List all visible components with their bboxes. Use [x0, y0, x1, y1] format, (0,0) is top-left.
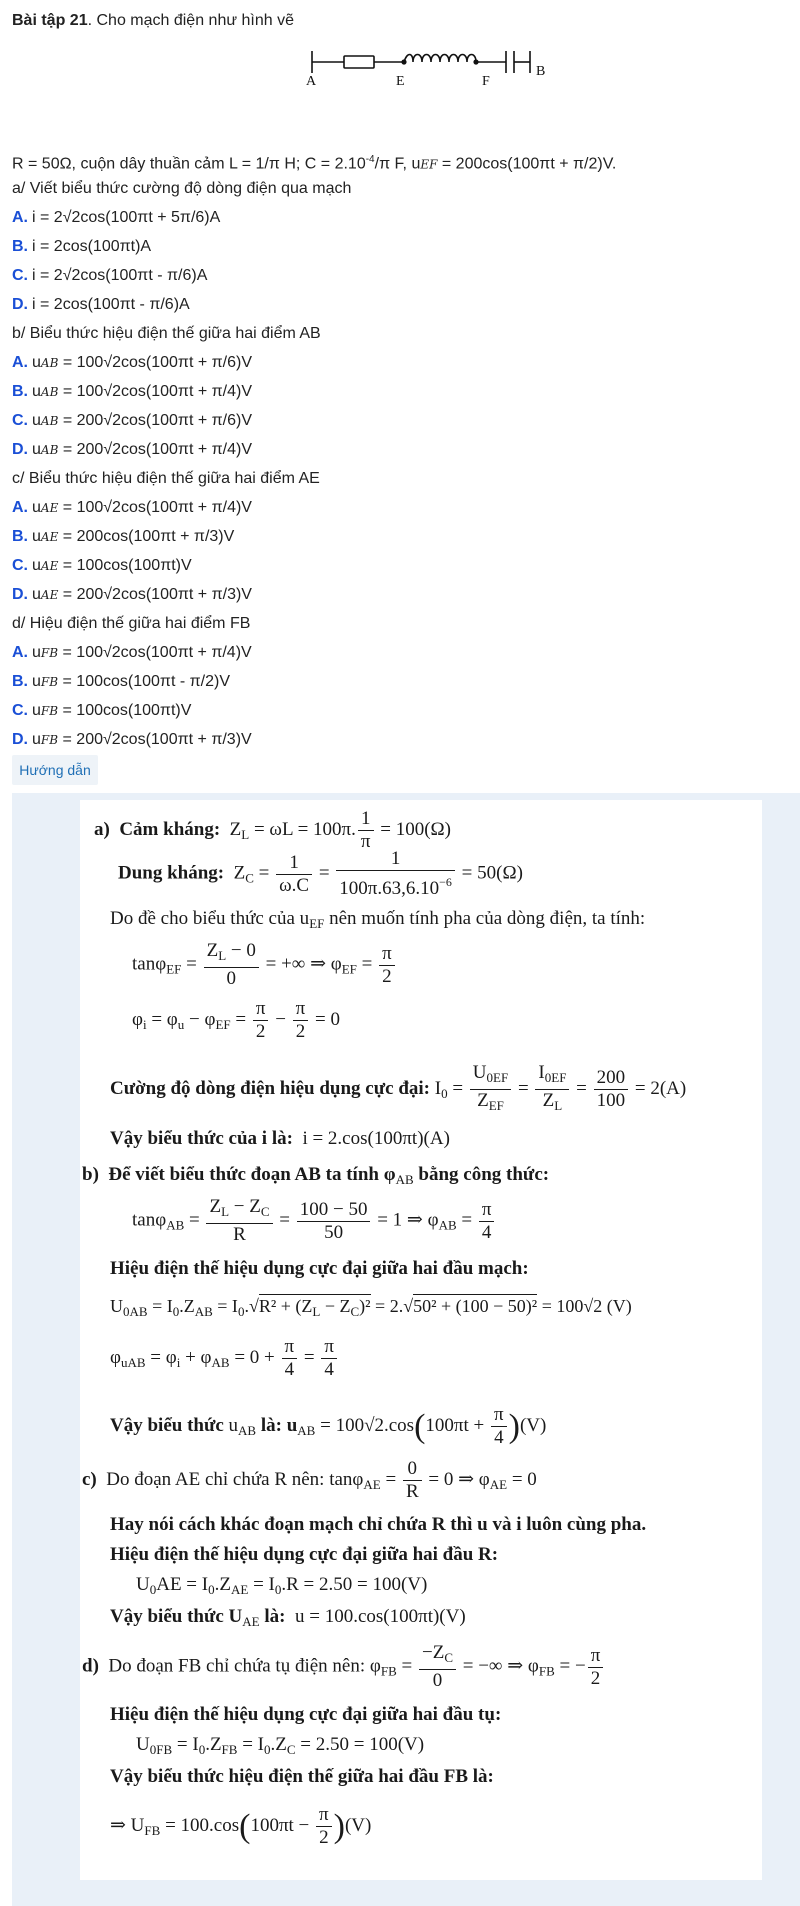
sol-a-line2: Dung kháng: $Z_C$ = $\frac{1}{\omega.C}$ = $\frac{1}{100\pi.63,6.10^{-6}}$ = 50(Ω): [118, 848, 523, 899]
sol-d-line1: d) Do đoạn FB chỉ chứa tụ điện nên: $\varphi_{FB}$ = $\frac{-Z_C}{0}$ = −∞ ⇒ $\varphi_{FB}$ = − $\frac{\pi}{2}$: [82, 1642, 605, 1692]
sol-c-line3: Hiệu điện thế hiệu dụng cực đại giữa hai đầu R:: [110, 1544, 499, 1565]
option-d-b[interactable]: B. uFB = 100cos(100πt - π/2)V: [12, 673, 230, 690]
circuit-point-e: E: [396, 74, 405, 87]
sol-a-line1: a) Cảm kháng: $Z_L = \omega L = 100\pi$. $\frac{1}{\pi}$ = 100(Ω): [94, 808, 451, 852]
option-b-c[interactable]: C. uAB = 200√2cos(100πt + π/6)V: [12, 412, 253, 429]
question-heading: [12, 6, 788, 35]
part-b-prompt: b/ Biểu thức hiệu điện thế giữa hai điểm AB: [12, 325, 321, 342]
sol-c-line1: c) Do đoạn AE chỉ chứa R nên: tanφ$_{AE}$ = $\frac{0}{R}$ = 0 ⇒ $\varphi_{AE} = 0$: [82, 1458, 537, 1502]
option-d-c[interactable]: C. uFB = 100cos(100πt)V: [12, 702, 192, 719]
option-b-b[interactable]: B. uAB = 100√2cos(100πt + π/4)V: [12, 383, 253, 400]
sol-c-line5: Vậy biểu thức $U_{AE}$ là: u = 100.cos(100πt)(V): [110, 1606, 466, 1629]
option-c-c[interactable]: C. uAE = 100cos(100πt)V: [12, 557, 192, 574]
option-b-a[interactable]: A. uAB = 100√2cos(100πt + π/6)V: [12, 354, 253, 371]
sol-b-line5: $\varphi_{uAB} = \varphi_i + \varphi_{AB} = 0$ + $\frac{\pi}{4}$ = $\frac{\pi}{4}$: [110, 1336, 339, 1381]
sol-d-line4: Vậy biểu thức hiệu điện thế giữa hai đầu FB là:: [110, 1766, 494, 1787]
circuit-point-f: F: [482, 74, 490, 87]
sol-a-line3: Do đề cho biểu thức của $u_{EF}$ nên muốn tính pha của dòng điện, ta tính:: [110, 908, 646, 931]
option-c-d[interactable]: D. uAE = 200√2cos(100πt + π/3)V: [12, 586, 252, 603]
question-title: Bài tập 21: [12, 12, 88, 29]
sol-d-line2: Hiệu điện thế hiệu dụng cực đại giữa hai đầu tụ:: [110, 1704, 502, 1725]
question-block: [12, 6, 788, 754]
sol-c-line4: $U_0AE = I_0.Z_{AE} = I_0.R = 2.50 = 100(V)$: [136, 1574, 428, 1597]
part-a-prompt: a/ Viết biểu thức cường độ dòng điện qua mạch: [12, 180, 352, 197]
sol-a-line6: Cường độ dòng điện hiệu dụng cực đại: $I_0$ = $U_{0EF}$ $Z_{EF}$ = $\frac{I_{0EF}}{Z_L}$ = $\frac{200}{100}$ = 2(A): [110, 1062, 687, 1113]
circuit-point-b: B: [536, 64, 546, 79]
option-d-d[interactable]: D. uFB = 200√2cos(100πt + π/3)V: [12, 731, 252, 748]
sol-b-line2: tanφ$_{AB}$ = $\frac{Z_L - Z_C}{R}$ = $\frac{100 - 50}{50}$ = 1 ⇒ $\varphi_{AB}$ = $\frac{\pi}{4}$: [132, 1196, 496, 1246]
option-c-a[interactable]: A. uAE = 100√2cos(100πt + π/4)V: [12, 499, 252, 516]
option-d-a[interactable]: A. uFB = 100√2cos(100πt + π/4)V: [12, 644, 252, 661]
option-b-d[interactable]: D. uAB = 200√2cos(100πt + π/4)V: [12, 441, 253, 458]
option-a-c[interactable]: C. i = 2√2cos(100πt - π/6)A: [12, 267, 208, 284]
sol-b-line6: Vậy biểu thức $u_{AB}$ là: $u_{AB} = 100√2.\cos(100\pi t$ + $\frac{\pi}{4}$ )(V): [110, 1404, 547, 1448]
option-a-b[interactable]: B. i = 2cos(100πt)A: [12, 238, 152, 255]
solution-image: [80, 800, 762, 1880]
sol-d-line5: ⇒ $U_{FB} = 100.\cos(100\pi t$ − $\frac{\pi}{2}$ )(V): [110, 1804, 372, 1848]
sol-d-line3: $U_{0FB} = I_0.Z_{FB} = I_0.Z_C = 2.50 = 100(V)$: [136, 1734, 425, 1757]
given-values: R = 50Ω, cuộn dây thuần cảm L = 1/π H; $C = 2.10^{-4}/\pi$ F, uEF = 200cos(100πt + π/2)V.: [12, 154, 617, 173]
circuit-diagram: [12, 35, 788, 127]
sol-b-line4: $U_{0AB} = I_0.Z_{AB} = I_0.√R^2 + (Z_L - Z_C)^2 = 2.√50^2 + (100 - 50)^2 = 100√2$ (V): [110, 1296, 632, 1319]
sol-c-line2: Hay nói cách khác đoạn mạch chỉ chứa R thì u và i luôn cùng pha.: [110, 1514, 647, 1535]
option-c-b[interactable]: B. uAE = 200cos(100πt + π/3)V: [12, 528, 235, 545]
sol-b-line1: b) Để viết biểu thức đoạn AB ta tính $\varphi_{AB}$ bằng công thức:: [82, 1164, 550, 1187]
hint-button[interactable]: Hướng dẫn: [12, 755, 98, 785]
sol-a-line5: $\varphi_i = \varphi_u - \varphi_{EF}$ = $\frac{\pi}{2}$ − $\frac{\pi}{2}$ = 0: [132, 998, 340, 1042]
circuit-point-a: A: [306, 74, 317, 87]
question-intro: . Cho mạch điện như hình vẽ: [87, 12, 294, 29]
option-a-d[interactable]: D. i = 2cos(100πt - π/6)A: [12, 296, 190, 313]
sol-a-line7: Vậy biểu thức của i là: i = 2.cos(100πt)(A): [110, 1128, 450, 1149]
part-c-prompt: c/ Biểu thức hiệu điện thế giữa hai điểm AE: [12, 470, 320, 487]
circuit-svg: [300, 41, 580, 87]
sol-b-line3: Hiệu điện thế hiệu dụng cực đại giữa hai đầu mạch:: [110, 1258, 529, 1279]
option-a-a[interactable]: A. i = 2√2cos(100πt + 5π/6)A: [12, 209, 221, 226]
sol-a-line4: tanφ$_{EF}$ = $\frac{Z_L - 0}{0}$ = +∞ ⇒ $\varphi_{EF}$ = $\frac{\pi}{2}$: [132, 940, 397, 990]
part-d-prompt: d/ Hiệu điện thế giữa hai điểm FB: [12, 615, 251, 632]
